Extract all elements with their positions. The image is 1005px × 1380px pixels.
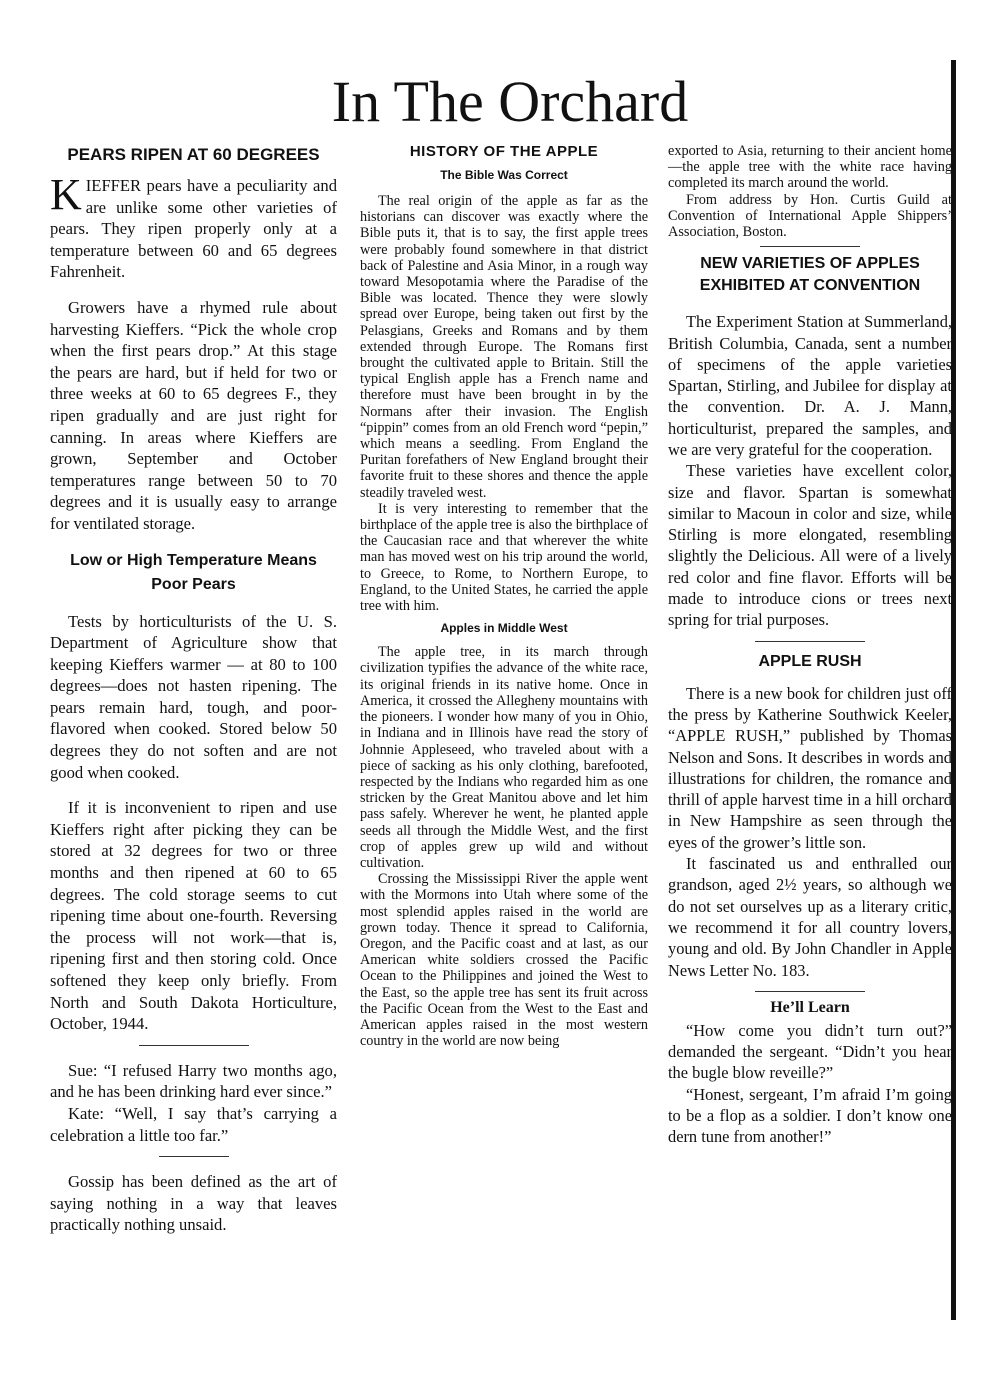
paragraph: Growers have a rhymed rule about harvesting Kieffers. “Pick the whole crop when the first pears drop.” At this stage the pears are hard, but if held for two or three weeks at 60 to 65 degrees F., they ripen gradually and are just right for canning. In areas where Kieffers are grown, September and October temperatures range between 50 to 70 degrees and it is usually easy to arrange for ventilated storage. xyxy=(50,297,337,533)
heading-new-varieties: NEW VARIETIES OF APPLES EXHIBITED AT CONVENTION xyxy=(699,255,921,295)
subheading-bible-correct: The Bible Was Correct xyxy=(440,168,568,182)
paragraph: The Experiment Station at Summerland, British Columbia, Canada, sent a number of specimens of the apple varieties Spartan, Stirling, and Jubilee for display at the convention. Dr. A. J. Mann, horticulturist, prepared the samples, and we are very grateful for the cooperation. xyxy=(668,312,952,459)
column-pears xyxy=(50,143,337,1236)
paragraph-text: IEFFER pears have a peculiarity and are unlike some other varieties of pears. They ripen properly only at a temperature between 60 and 65 degrees Fahrenheit. xyxy=(50,176,337,282)
column-apple-history xyxy=(360,143,648,1049)
paragraph xyxy=(50,170,337,283)
paragraph: The real origin of the apple as far as the historians can discover was exactly where the Bible puts it, that is to say, the first apple trees were probably found somewhere in that district back of Palestine and Asia Minor, in a rough way toward Mesopotamia where the Paradise of the Bible was located. Thence they were slowly spread over Europe, being taken out first by the Pelasgians, Greeks and Romans and by them extended through Europe. The Romans first brought the cultivated apple to Britain. Still the typical English apple has a French name and therefore must have been brought in by the Normans after their invasion. The English “pippin” comes from an old French word “pepin,” which means a seedling. From England the Puritan forefathers of New England brought their favorite fruit to these shores and thence the apple steadily traveled west. xyxy=(360,193,648,501)
paragraph: These varieties have excellent color, size and flavor. Spartan is somewhat similar to Macoun in color and size, while Stirling is more elongated, resembling slightly the Delicious. All were of a lively red color and fine flavor. Efforts will be made to introduce cions or trees next spring for trial purposes. xyxy=(668,461,952,630)
divider xyxy=(139,1045,249,1046)
paragraph: The apple tree, in its march through civilization typifies the advance of the white race, its original friends in its native home. Once in America, it crossed the Allegheny mountains with the pioneers. I wonder how many of you in Ohio, in Indiana and in Illinois have read the story of Johnnie Appleseed, who traveled about with a piece of sacking as his only clothing, barefooted, respected by the Indians who regarded him as one stricken by the Great Manitou above and let him pass safely. Wherever he went, he planted apple seeds all through the Middle West, and the first crop of apples grew up wild and without cultivation. xyxy=(360,644,648,871)
divider xyxy=(159,1156,229,1157)
joke-line: Kate: “Well, I say that’s carrying a celebration a little too far.” xyxy=(50,1103,337,1145)
heading-pears-ripen: PEARS RIPEN AT 60 DEGREES xyxy=(67,145,320,164)
article-pears xyxy=(50,170,337,283)
subheading-temperature: Low or High Temperature Means Poor Pears xyxy=(70,551,317,593)
column-varieties xyxy=(668,143,952,1148)
paragraph: Tests by horticulturists of the U. S. Department of Agriculture show that keeping Kieffers warmer — at 80 to 100 degrees—does not hasten ripening. The pears remain hard, tough, and poor-flavored when cooked. Stored below 50 degrees they do not soften and are not good when cooked. xyxy=(50,611,337,782)
divider xyxy=(755,641,865,642)
paragraph: There is a new book for children just off the press by Katherine Southwick Keeler, “APPLE RUSH,” published by Thomas Nelson and Sons. It describes in words and illustrations for children, the romance and thrill of apple harvest time in a hill orchard in New Hampshire as seen through the eyes of the grower’s little son. xyxy=(668,683,952,852)
paragraph: “Honest, sergeant, I’m afraid I’m going to be a flop as a soldier. I don’t know one dern tune from another!” xyxy=(668,1084,952,1147)
gossip-paragraph: Gossip has been defined as the art of saying nothing in a way that leaves practically nothing unsaid. xyxy=(50,1172,337,1235)
heading-hell-learn: He’ll Learn xyxy=(770,998,850,1016)
drop-cap: K xyxy=(50,170,82,219)
paragraph: It is very interesting to remember that the birthplace of the apple tree is also the birthplace of the Caucasian race and that wherever the white man has moved west on his trip around the world, to Greece, to Rome, to Northern Europe, to England, to the United States, he carried the apple tree with him. xyxy=(360,500,648,615)
divider xyxy=(755,991,865,992)
paragraph: If it is inconvenient to ripen and use Kieffers right after picking they can be stored at 32 degrees for two or three months and then ripened at 60 to 65 degrees. The cold storage seems to cut ripening time about one-fourth. Reversing the process will not work—that is, ripening first and then storing cold. Once softened they keep only briefly. From North and South Dakota Horticulture, October, 1944. xyxy=(50,798,337,1034)
paragraph: “How come you didn’t turn out?” demanded the sergeant. “Didn’t you hear the bugle blow reveille?” xyxy=(668,1020,952,1083)
paragraph: exported to Asia, returning to their ancient home—the apple tree with the white race having completed its march around the world. xyxy=(668,143,952,192)
attribution: From address by Hon. Curtis Guild at Convention of International Apple Shippers’ Association, Boston. xyxy=(668,191,952,241)
heading-history-of-apple: HISTORY OF THE APPLE xyxy=(409,143,599,160)
subheading-middle-west: Apples in Middle West xyxy=(440,621,568,636)
page-title: In The Orchard xyxy=(331,69,689,134)
paragraph: Crossing the Mississippi River the apple went with the Mormons into Utah where some of the most splendid apples raised in the world are grown today. Thence it spread to California, Oregon, and the Pacific coast and at last, as our American white soldiers crossed the Pacific Ocean to the Philippines and joined the West to the East, so the apple tree has sent its fruit across the Pacific Ocean from the West to the East and American apples raised in the most western country in the world are now being xyxy=(360,871,648,1050)
heading-apple-rush: APPLE RUSH xyxy=(758,652,862,670)
divider xyxy=(760,246,860,247)
joke-line: Sue: “I refused Harry two months ago, and he has been drinking hard ever since.” xyxy=(50,1060,337,1102)
paragraph: It fascinated us and enthralled our grandson, aged 2½ years, so although we do not set ourselves up as a literary critic, we recommend it for all country lovers, young and old. By John Chandler in Apple News Letter No. 183. xyxy=(668,854,952,980)
